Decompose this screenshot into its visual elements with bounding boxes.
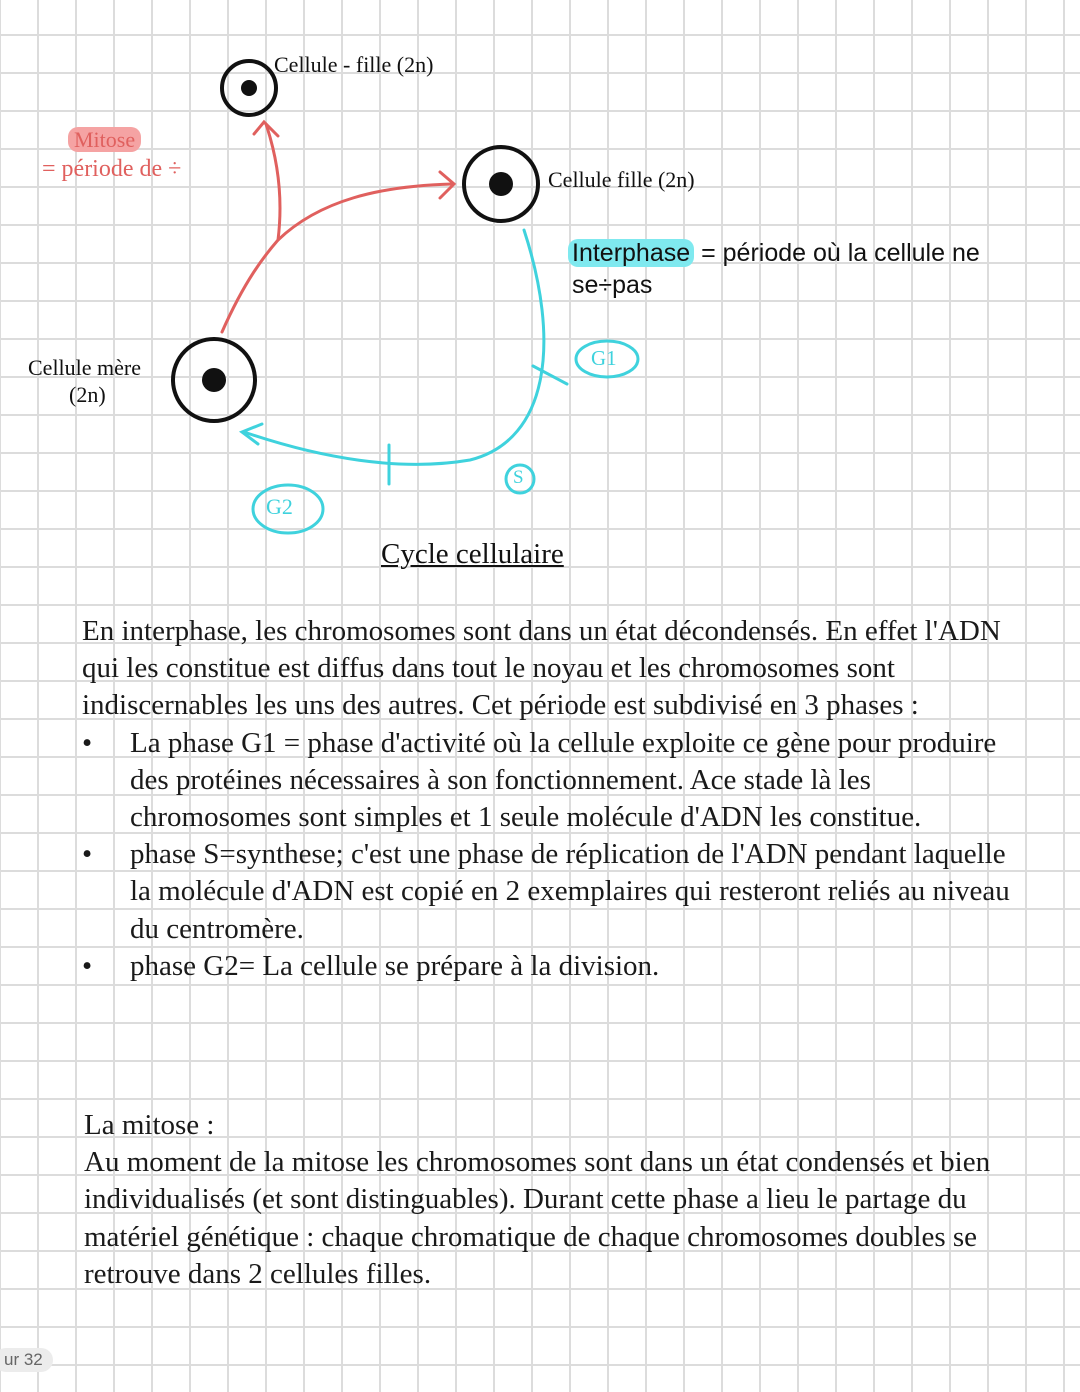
- nucleus: [241, 80, 257, 96]
- paragraph-mitose: Au moment de la mitose les chromosomes sont dans un état condensés et bien individualisés (et sont distinguables). Durant cette phase a lieu le partage du matériel génétique : chaque chromatique de chaque chromosomes doubles se retrouve dans 2 cellules filles.: [84, 1146, 991, 1290]
- paragraph-interphase: En interphase, les chromosomes sont dans un état décondensés. En effet l'ADN qui les constitue est diffus dans tout le noyau et les chromosomes sont indiscernables les uns des autres. Cet période est subdivisé en 3 phases :: [82, 615, 1001, 722]
- interphase-definition-2: se÷pas: [572, 271, 653, 299]
- interphase-label: Interphase: [568, 239, 694, 267]
- label-g1: G1: [591, 346, 617, 370]
- notes-mitose: [84, 1107, 1014, 1293]
- mitose-definition: = période de: [42, 156, 163, 182]
- interphase-definition: = période où la cellule ne: [701, 239, 980, 267]
- label-daughter-right: Cellule fille (2n): [548, 167, 695, 192]
- list-item-g1: • La phase G1 = phase d'activité où la cellule exploite ce gène pour produire des protéines nécessaires à son fonctionnement. Ace stade là les chromosomes sont simples et 1 seule molécule d'ADN les constitue.: [82, 725, 1032, 837]
- nucleus: [489, 172, 513, 196]
- label-s: S: [513, 467, 524, 488]
- mitose-arrows: [222, 122, 454, 332]
- nucleus: [202, 368, 226, 392]
- notes-interphase: [82, 613, 1032, 985]
- label-daughter-top: Cellule - fille (2n): [274, 52, 434, 77]
- phase-list: [82, 725, 1032, 985]
- diagram-title: Cycle cellulaire: [381, 538, 564, 570]
- label-mother: Cellule mère: [28, 355, 142, 380]
- mitose-label: Mitose: [68, 127, 141, 152]
- list-item-g2: • phase G2= La cellule se prépare à la division.: [82, 948, 1032, 985]
- page-indicator: ur 32: [0, 1348, 53, 1372]
- label-mother-2n: (2n): [69, 382, 106, 407]
- label-g2: G2: [266, 494, 293, 519]
- cell-cycle-diagram: [0, 0, 1080, 600]
- divide-icon: ÷: [168, 156, 182, 182]
- mitose-heading: La mitose :: [84, 1109, 215, 1141]
- list-item-s: • phase S=synthese; c'est une phase de réplication de l'ADN pendant laquelle la molécule d'ADN est copié en 2 exemplaires qui resteront reliés au niveau du centromère.: [82, 836, 1032, 948]
